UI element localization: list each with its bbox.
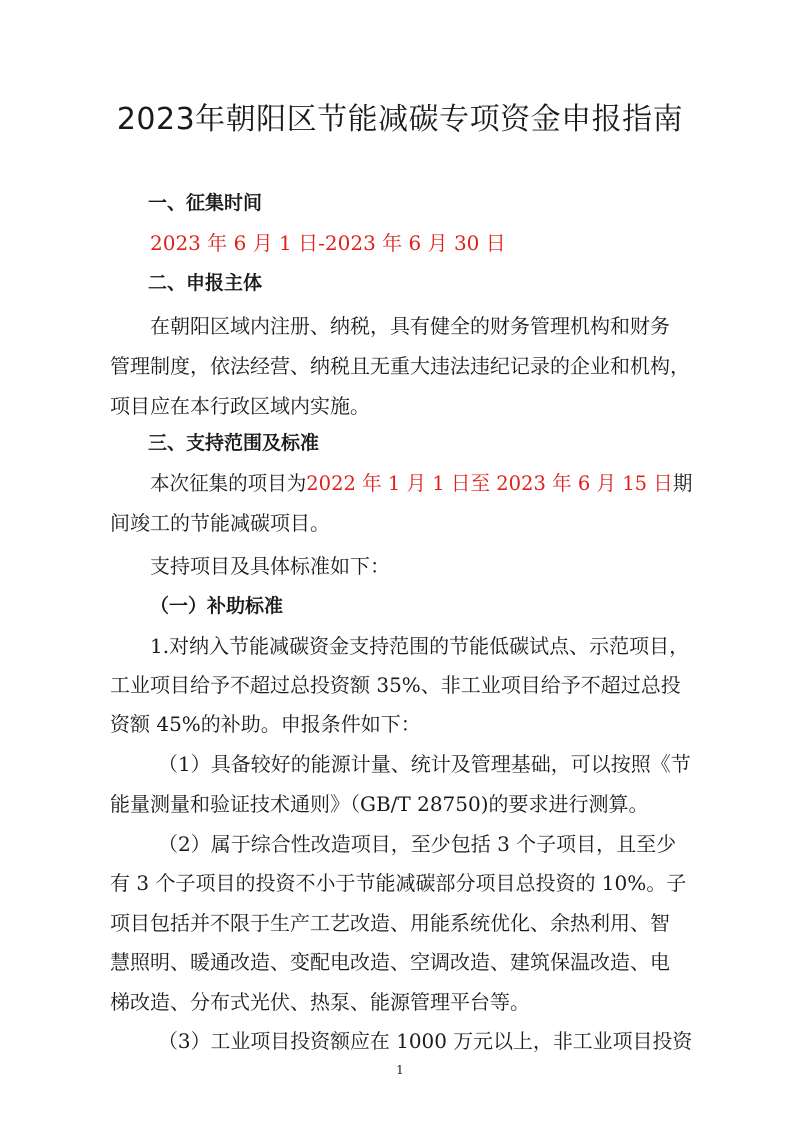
paragraph-line-period (150, 469, 692, 497)
paragraph-line: 项目包括并不限于生产工艺改造、用能系统优化、余热利用、智 (110, 911, 670, 935)
period-prefix: 本次征集的项目为 (150, 471, 307, 495)
subheading-subsidy-standard: （一）补助标准 (150, 595, 284, 617)
paragraph-line: （2）属于综合性改造项目，至少包括 3 个子项目，且至少 (158, 832, 677, 856)
page-number: 1 (396, 1063, 404, 1077)
paragraph-line: 能量测量和验证技术通则》（GB/T 28750)的要求进行测算。 (110, 792, 649, 816)
collection-date-range: 2023 年 6 月 1 日-2023 年 6 月 30 日 (150, 231, 506, 255)
paragraph-line: 资额 45%的补助。申报条件如下： (110, 712, 421, 736)
paragraph-line: 工业项目给予不超过总投资额 35%、非工业项目给予不超过总投 (110, 673, 681, 697)
paragraph-line: 在朝阳区域内注册、纳税，具有健全的财务管理机构和财务 (150, 314, 670, 338)
period-suffix: 期 (672, 471, 693, 495)
paragraph-line: （1）具备较好的能源计量、统计及管理基础，可以按照《节 (158, 752, 691, 776)
paragraph-line: 管理制度，依法经营、纳税且无重大违法违纪记录的企业和机构， (110, 354, 690, 378)
paragraph-line: 支持项目及具体标准如下： (150, 554, 390, 578)
paragraph-line: 慧照明、暖通改造、变配电改造、空调改造、建筑保温改造、电 (110, 950, 670, 974)
paragraph-line: 1.对纳入节能减碳资金支持范围的节能低碳试点、示范项目， (150, 634, 690, 658)
section-heading-collection-time: 一、征集时间 (148, 192, 263, 214)
section-heading-applicant: 二、申报主体 (148, 272, 263, 294)
paragraph-line: 梯改造、分布式光伏、热泵、能源管理平台等。 (110, 990, 530, 1014)
paragraph-line: （3）工业项目投资额应在 1000 万元以上，非工业项目投资 (158, 1029, 693, 1053)
page-title: 2023年朝阳区节能减碳专项资金申报指南 (116, 102, 684, 137)
section-heading-scope: 三、支持范围及标准 (148, 432, 320, 454)
paragraph-line: 间竣工的节能减碳项目。 (110, 511, 330, 535)
paragraph-line: 项目应在本行政区域内实施。 (110, 394, 370, 418)
period-dates: 2022 年 1 月 1 日至 2023 年 6 月 15 日 (306, 471, 673, 495)
paragraph-line: 有 3 个子项目的投资不小于节能减碳部分项目总投资的 10%。子 (110, 871, 687, 895)
